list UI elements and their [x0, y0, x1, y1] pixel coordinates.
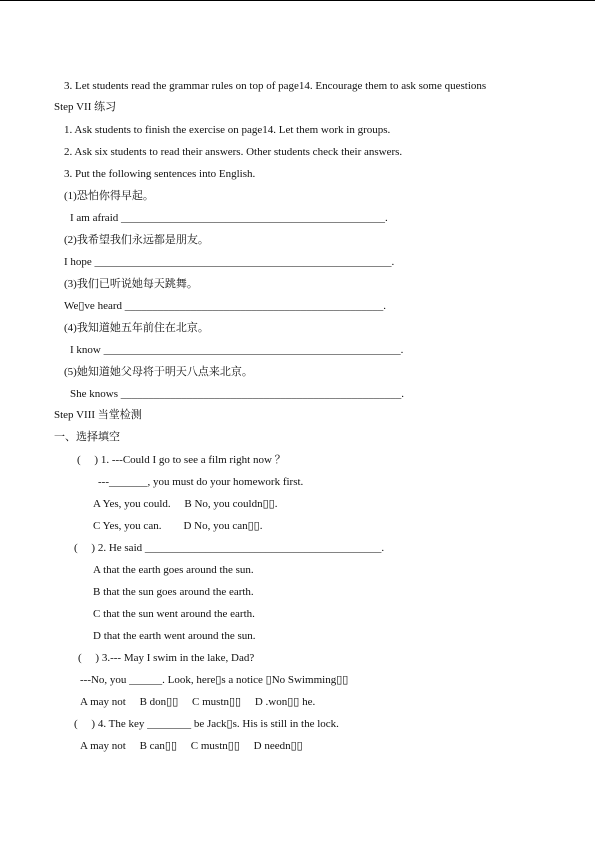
answer-line: I hope ______________________________________________________. — [64, 256, 395, 268]
question-line: ( ) 1. ---Could I go to see a film right now ？ — [77, 454, 286, 466]
answer-line: We▯ve heard _______________________________________________. — [64, 300, 386, 312]
text-line: ---No, you ______. Look, here▯s a notice ▯No Swimming▯▯ — [80, 674, 349, 686]
text-line: (5)她知道她父母将于明天八点来北京。 — [64, 366, 253, 378]
text-line: 1. Ask students to finish the exercise on page14. Let them work in groups. — [64, 124, 391, 136]
question-line: ( ) 3.--- May I swim in the lake, Dad? — [78, 652, 255, 664]
option-line: B that the sun goes around the earth. — [93, 586, 254, 598]
option-line: A may not B can▯▯ C mustn▯▯ D needn▯▯ — [80, 740, 303, 752]
answer-line: She knows ___________________________________________________. — [70, 388, 404, 400]
option-line: A Yes, you could. B No, you couldn▯▯. — [93, 498, 278, 510]
answer-line: I am afraid ________________________________________________. — [70, 212, 388, 224]
section-heading: Step VII 练习 — [54, 101, 117, 113]
text-line: (4)我知道她五年前住在北京。 — [64, 322, 209, 334]
text-line: 2. Ask six students to read their answers. Other students check their answers. — [64, 146, 403, 158]
option-line: C that the sun went around the earth. — [93, 608, 255, 620]
answer-line: I know ______________________________________________________. — [70, 344, 404, 356]
text-line: (1)恐怕你得早起。 — [64, 190, 154, 202]
text-line: (2)我希望我们永远都是朋友。 — [64, 234, 209, 246]
option-line: A may not B don▯▯ C mustn▯▯ D .won▯▯ he. — [80, 696, 316, 708]
page-top-rule — [0, 0, 595, 1]
text-line: 3. Let students read the grammar rules on top of page14. Encourage them to ask some questions — [64, 80, 487, 92]
section-heading: Step VIII 当堂检测 — [54, 409, 142, 421]
option-line: A that the earth goes around the sun. — [93, 564, 254, 576]
question-line: ( ) 2. He said ___________________________________________. — [74, 542, 385, 554]
option-line: C Yes, you can. D No, you can▯▯. — [93, 520, 263, 532]
text-line: (3)我们已听说她每天跳舞。 — [64, 278, 198, 290]
text-line: 3. Put the following sentences into English. — [64, 168, 256, 180]
text-line: ---_______, you must do your homework first. — [98, 476, 304, 488]
subsection-heading: 一、选择填空 — [54, 431, 120, 443]
question-line: ( ) 4. The key ________ be Jack▯s. His is still in the lock. — [74, 718, 339, 730]
option-line: D that the earth went around the sun. — [93, 630, 256, 642]
